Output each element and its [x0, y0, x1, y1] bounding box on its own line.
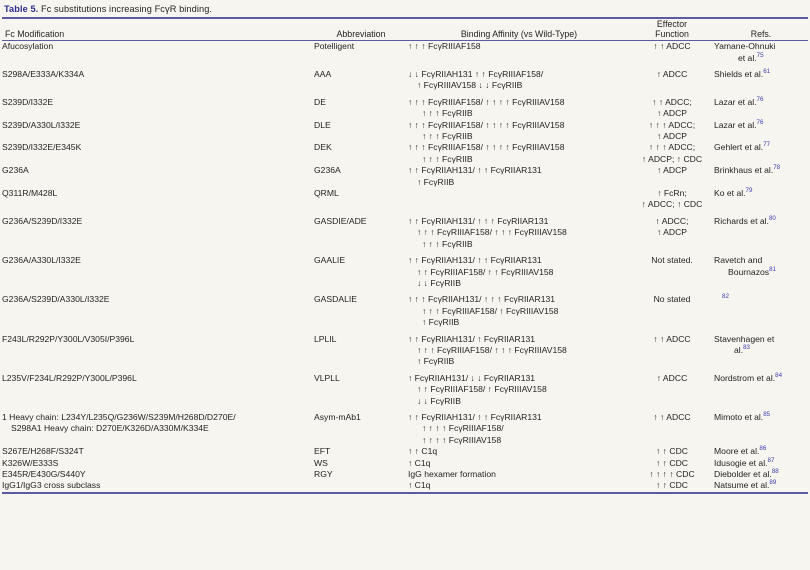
cell-binding-affinity — [408, 458, 630, 469]
abbreviation-text: Asym-mAb1 — [314, 411, 361, 422]
cell-abbreviation — [314, 412, 408, 446]
cell-binding-affinity — [408, 97, 630, 120]
cell-effector-function — [630, 255, 714, 289]
cell-refs — [714, 446, 808, 457]
binding-line: ↑ ↑ FcγRIIAH131/ ↑ FcγRIIAR131 — [408, 333, 536, 344]
modification-line: S239D/A330L/I332E — [2, 119, 81, 130]
cell-modification — [2, 294, 314, 328]
cell-modification — [2, 216, 314, 250]
ref-line: Ko et al.$^{79}$ — [714, 187, 753, 199]
cell-binding-affinity — [408, 469, 630, 480]
cell-modification — [2, 188, 314, 211]
cell-binding-affinity — [408, 216, 630, 250]
abbreviation-text: DLE — [314, 119, 331, 130]
table-row — [2, 69, 808, 92]
ref-line: Mimoto et al.$^{85}$ — [714, 411, 771, 422]
ref-superscript[interactable]: 61 — [763, 68, 771, 76]
effector-line: ↑ ↑ CDC — [656, 457, 688, 468]
table-row — [2, 41, 808, 64]
cell-modification — [2, 165, 314, 188]
cell-effector-function — [630, 294, 714, 328]
modification-line: IgG1/IgG3 cross subclass — [2, 480, 101, 491]
binding-line: ↑ ↑ FcγRIIAH131/ ↑ ↑ FcγRIIAR131 — [408, 255, 542, 266]
binding-line: ↑ ↑ ↑ FcγRIIB — [422, 131, 473, 142]
modification-line: S298A1 Heavy chain: D270E/K326D/A330M/K334E — [11, 423, 209, 434]
cell-binding-affinity — [408, 446, 630, 457]
binding-line: ↑ ↑ ↑ ↑ FcγRIIIAF158/ — [422, 423, 504, 434]
table-head — [2, 19, 808, 40]
effector-header-line-2: Function — [655, 29, 689, 40]
cell-refs — [714, 165, 808, 188]
ref-line: al.$^{83}$ — [734, 344, 750, 355]
cell-abbreviation — [314, 458, 408, 469]
effector-line: ↑ ADCP — [656, 108, 688, 119]
ref-line: Moore et al.$^{86}$ — [714, 445, 767, 457]
modification-line: L235V/F234L/R292P/Y300L/P396L — [2, 372, 137, 383]
cell-abbreviation — [314, 97, 408, 120]
cell-abbreviation — [314, 294, 408, 328]
effector-line: Not stated. — [651, 255, 693, 266]
cell-abbreviation — [314, 334, 408, 368]
cell-refs — [714, 458, 808, 469]
cell-binding-affinity — [408, 120, 630, 143]
cell-abbreviation — [314, 446, 408, 457]
modification-line: S298A/E333A/K334A — [2, 69, 85, 79]
binding-line: ↑ ↑ ↑ FcγRIIB — [422, 108, 473, 119]
table-body — [2, 41, 808, 492]
cell-effector-function — [630, 41, 714, 64]
binding-line: ↑ ↑ C1q — [408, 446, 438, 457]
ref-superscript[interactable]: 76 — [756, 95, 764, 103]
effector-line: ↑ ↑ ↑ ADCC; — [648, 119, 696, 130]
binding-line: ↑ ↑ ↑ FcγRIIIAF158/ ↑ ↑ ↑ ↑ FcγRIIIAV158 — [408, 96, 565, 107]
table-caption — [0, 0, 810, 17]
cell-effector-function — [630, 412, 714, 446]
abbreviation-text: VLPLL — [314, 372, 340, 383]
effector-line: ↑ ↑ ↑ ADCC; — [648, 142, 696, 153]
binding-line: ↑ ↑ ↑ ↑ FcγRIIIAV158 — [422, 434, 502, 445]
cell-refs — [714, 216, 808, 250]
ref-superscript[interactable]: 89 — [769, 479, 777, 487]
ref-superscript[interactable]: 88 — [771, 468, 779, 476]
abbreviation-text: LPLIL — [314, 333, 337, 344]
binding-line: ↑ ↑ ↑ FcγRIIB — [422, 153, 473, 164]
ref-superscript[interactable]: 83 — [743, 344, 750, 352]
abbreviation-text: G236A — [314, 165, 341, 176]
table-row — [2, 142, 808, 165]
cell-refs — [714, 69, 808, 92]
modification-line: 1 Heavy chain: L234Y/L235Q/G236W/S239M/H268D/D270E/ — [2, 411, 236, 422]
cell-binding-affinity — [408, 334, 630, 368]
abbreviation-text: EFT — [314, 446, 331, 457]
effector-line: ↑ FcRn; — [657, 188, 687, 199]
cell-effector-function — [630, 165, 714, 188]
cell-effector-function — [630, 480, 714, 491]
modification-line: G236A/A330L/I332E — [2, 255, 81, 266]
cell-effector-function — [630, 373, 714, 407]
table-row — [2, 216, 808, 250]
table-number: Table 5. — [4, 4, 39, 14]
cell-refs — [714, 142, 808, 165]
cell-effector-function — [630, 188, 714, 211]
ref-line: Diebolder et al.$^{88}$ — [714, 468, 779, 479]
column-header-abbreviation: Abbreviation — [336, 29, 386, 40]
binding-line: ↑ C1q — [408, 457, 431, 468]
abbreviation-text: GASDALIE — [314, 294, 357, 305]
binding-line: ↑ FcγRIIB — [417, 176, 455, 187]
cell-abbreviation — [314, 120, 408, 143]
binding-line: IgG hexamer formation — [408, 469, 496, 479]
binding-line: ↑ ↑ ↑ FcγRIIB — [422, 238, 473, 249]
cell-abbreviation — [314, 165, 408, 188]
abbreviation-text: QRML — [314, 188, 339, 199]
effector-line: ↑ ADCC; ↑ CDC — [641, 199, 703, 210]
modification-line: Q311R/M428L — [2, 188, 58, 199]
effector-line: ↑ ADCP — [656, 227, 688, 238]
cell-effector-function — [630, 469, 714, 480]
header-row — [2, 19, 808, 40]
cell-abbreviation — [314, 373, 408, 407]
cell-effector-function — [630, 458, 714, 469]
table-row — [2, 446, 808, 457]
cell-modification — [2, 458, 314, 469]
effector-line: ↑ ↑ ADCC — [653, 41, 691, 52]
column-header-modification: Fc Modification — [5, 29, 65, 40]
column-header-binding-affinity: Binding Affinity (vs Wild-Type) — [460, 29, 578, 40]
cell-effector-function — [630, 120, 714, 143]
table-row — [2, 469, 808, 480]
effector-line: No stated — [653, 294, 691, 305]
abbreviation-text: WS — [314, 457, 328, 468]
cell-modification — [2, 142, 314, 165]
ref-superscript[interactable]: 86 — [759, 445, 767, 453]
cell-abbreviation — [314, 469, 408, 480]
cell-binding-affinity — [408, 412, 630, 446]
cell-modification — [2, 97, 314, 120]
ref-line: Nordstrom et al.$^{84}$ — [714, 371, 783, 383]
cell-refs — [714, 469, 808, 480]
ref-line: Yamane-Ohnuki — [714, 41, 776, 52]
effector-line: ↑ ↑ ↑ ↑ CDC — [649, 469, 695, 479]
ref-line: Lazar et al.$^{76}$ — [714, 118, 764, 130]
ref-line: Richards et al.$^{80}$ — [714, 215, 776, 226]
ref-line: Lazar et al.$^{76}$ — [714, 95, 764, 107]
binding-line: ↑ ↑ FcγRIIAH131/ ↑ ↑ ↑ FcγRIIAR131 — [408, 215, 549, 226]
cell-refs — [714, 97, 808, 120]
table-row — [2, 294, 808, 328]
table-caption-text: Fc substitutions increasing FcγR binding. — [38, 4, 213, 14]
table-5-body-table — [2, 41, 808, 492]
cell-modification — [2, 69, 314, 92]
binding-line: ↑ ↑ ↑ FcγRIIIAF158 — [408, 41, 481, 52]
table-row — [2, 97, 808, 120]
ref-line: et al.$^{75}$ — [738, 51, 764, 63]
cell-refs — [714, 294, 808, 328]
abbreviation-text: DEK — [314, 142, 332, 153]
cell-modification — [2, 480, 314, 491]
abbreviation-text: Potelligent — [314, 41, 355, 52]
ref-line: Natsume et al.$^{89}$ — [714, 479, 777, 491]
ref-superscript[interactable]: 77 — [763, 141, 771, 149]
binding-line: ↑ ↑ ↑ FcγRIIIAF158/ ↑ ↑ ↑ FcγRIIIAV158 — [417, 227, 567, 238]
table-row — [2, 480, 808, 491]
effector-line: ↑ ADCP; ↑ CDC — [641, 153, 703, 164]
modification-line: K326W/E333S — [2, 457, 59, 468]
cell-modification — [2, 373, 314, 407]
cell-modification — [2, 120, 314, 143]
table-row — [2, 165, 808, 188]
effector-line: ↑ ↑ ADCC — [653, 411, 691, 422]
table-row — [2, 255, 808, 289]
ref-line: Bournazos$^{81}$ — [728, 265, 776, 277]
cell-refs — [714, 41, 808, 64]
effector-line: ↑ ADCC; — [655, 215, 689, 226]
ref-superscript[interactable]: 81 — [769, 265, 776, 273]
table-row — [2, 373, 808, 407]
cell-refs — [714, 255, 808, 289]
ref-superscript[interactable]: 85 — [763, 411, 771, 419]
abbreviation-text: GAALIE — [314, 255, 346, 266]
ref-superscript[interactable]: 79 — [745, 187, 753, 195]
rule-bottom — [2, 492, 808, 494]
ref-line: Stavenhagen et — [714, 333, 775, 344]
ref-superscript[interactable]: 80 — [768, 215, 776, 223]
cell-modification — [2, 334, 314, 368]
ref-line: Gehlert et al.$^{77}$ — [714, 141, 771, 153]
modification-line: G236A/S239D/I332E — [2, 215, 83, 226]
ref-line — [714, 294, 808, 305]
ref-line: Shields et al.$^{61}$ — [714, 68, 771, 79]
cell-modification — [2, 255, 314, 289]
ref-superscript[interactable]: 82 — [722, 293, 729, 301]
binding-line: ↑ ↑ ↑ FcγRIIIAF158/ ↑ ↑ ↑ ↑ FcγRIIIAV158 — [408, 119, 565, 130]
cell-abbreviation — [314, 188, 408, 211]
ref-superscript[interactable]: 75 — [756, 51, 764, 59]
ref-superscript[interactable]: 84 — [775, 371, 783, 379]
cell-binding-affinity — [408, 69, 630, 92]
modification-line: F243L/R292P/Y300L/V305I/P396L — [2, 333, 135, 344]
cell-binding-affinity — [408, 165, 630, 188]
cell-binding-affinity — [408, 255, 630, 289]
effector-line: ↑ ADCP — [656, 131, 688, 142]
cell-abbreviation — [314, 69, 408, 92]
cell-refs — [714, 373, 808, 407]
cell-modification — [2, 41, 314, 64]
abbreviation-text: DE — [314, 96, 326, 107]
modification-line: S239D/I332E/E345K — [2, 142, 82, 153]
modification-line: G236A — [2, 165, 29, 176]
cell-effector-function — [630, 97, 714, 120]
binding-line: ↓ ↓ FcγRIIB — [417, 395, 461, 406]
abbreviation-text: RGY — [314, 469, 333, 479]
table-row — [2, 188, 808, 211]
cell-modification — [2, 412, 314, 446]
ref-line: Ravetch and — [714, 255, 763, 266]
binding-line: ↑ C1q — [408, 480, 431, 491]
table-row — [2, 120, 808, 143]
cell-abbreviation — [314, 41, 408, 64]
effector-header-line-1: Effector — [656, 18, 688, 29]
abbreviation-text: AAA — [314, 69, 332, 79]
cell-binding-affinity — [408, 373, 630, 407]
cell-refs — [714, 480, 808, 491]
binding-line: ↓ ↓ FcγRIIB — [417, 277, 461, 288]
cell-abbreviation — [314, 255, 408, 289]
ref-line: Brinkhaus et al.$^{78}$ — [714, 164, 781, 176]
ref-superscript[interactable]: 78 — [773, 164, 781, 172]
binding-line: ↑ ↑ FcγRIIIAF158/ ↑ FcγRIIIAV158 — [417, 384, 547, 395]
ref-superscript[interactable]: 76 — [756, 118, 764, 126]
binding-line: ↑ FcγRIIAH131/ ↓ ↓ FcγRIIAR131 — [408, 372, 536, 383]
cell-abbreviation — [314, 142, 408, 165]
binding-line: ↑ ↑ ↑ FcγRIIIAF158/ ↑ FcγRIIIAV158 — [422, 305, 559, 316]
modification-line: Afucosylation — [2, 41, 54, 52]
cell-effector-function — [630, 69, 714, 92]
cell-effector-function — [630, 446, 714, 457]
cell-effector-function — [630, 216, 714, 250]
binding-line: ↑ ↑ ↑ FcγRIIIAF158/ ↑ ↑ ↑ FcγRIIIAV158 — [417, 344, 567, 355]
modification-line: G236A/S239D/A330L/I332E — [2, 294, 110, 305]
binding-line: ↑ FcγRIIB — [422, 317, 460, 328]
effector-line: ↑ ADCC — [656, 69, 688, 79]
effector-line: ↑ ADCC — [656, 372, 688, 383]
cell-binding-affinity — [408, 142, 630, 165]
abbreviation-text: GASDIE/ADE — [314, 215, 367, 226]
binding-line: ↑ ↑ FcγRIIAH131/ ↑ ↑ FcγRIIAR131 — [408, 165, 542, 176]
modification-line: E345R/E430G/S440Y — [2, 469, 86, 479]
table-5 — [2, 19, 808, 40]
binding-line: ↓ ↓ FcγRIIAH131 ↑ ↑ FcγRIIIAF158/ — [408, 69, 544, 79]
table-row — [2, 334, 808, 368]
effector-line: ↑ ↑ ADCC; — [652, 96, 692, 107]
cell-binding-affinity — [408, 480, 630, 491]
cell-binding-affinity — [408, 188, 630, 211]
effector-line: ↑ ADCP — [656, 165, 688, 176]
cell-refs — [714, 120, 808, 143]
table-row — [2, 412, 808, 446]
modification-line: S267E/H268F/S324T — [2, 446, 84, 457]
cell-refs — [714, 334, 808, 368]
cell-refs — [714, 412, 808, 446]
cell-effector-function — [630, 334, 714, 368]
cell-refs — [714, 188, 808, 211]
binding-line: ↑ FcγRIIB — [417, 356, 455, 367]
binding-line: ↑ ↑ ↑ FcγRIIIAF158/ ↑ ↑ ↑ ↑ FcγRIIIAV158 — [408, 142, 565, 153]
cell-modification — [2, 446, 314, 457]
cell-abbreviation — [314, 480, 408, 491]
cell-abbreviation — [314, 216, 408, 250]
binding-line: ↑ FcγRIIIAV158 ↓ ↓ FcγRIIB — [417, 80, 523, 91]
effector-line: ↑ ↑ CDC — [656, 446, 688, 457]
cell-effector-function — [630, 142, 714, 165]
cell-modification — [2, 469, 314, 480]
modification-line: S239D/I332E — [2, 96, 54, 107]
column-header-refs: Refs. — [750, 29, 772, 40]
binding-line: ↑ ↑ FcγRIIAH131/ ↑ ↑ FcγRIIAR131 — [408, 411, 542, 422]
ref-line: Idusogie et al.$^{87}$ — [714, 456, 775, 468]
cell-binding-affinity — [408, 294, 630, 328]
cell-binding-affinity — [408, 41, 630, 64]
binding-line: ↑ ↑ ↑ FcγRIIAH131/ ↑ ↑ ↑ FcγRIIAR131 — [408, 294, 556, 305]
effector-line: ↑ ↑ CDC — [656, 480, 688, 491]
table-row — [2, 458, 808, 469]
effector-line: ↑ ↑ ADCC — [653, 333, 691, 344]
column-header-effector-function — [630, 19, 714, 40]
ref-superscript[interactable]: 87 — [767, 456, 775, 464]
binding-line: ↑ ↑ FcγRIIIAF158/ ↑ ↑ FcγRIIIAV158 — [417, 266, 554, 277]
